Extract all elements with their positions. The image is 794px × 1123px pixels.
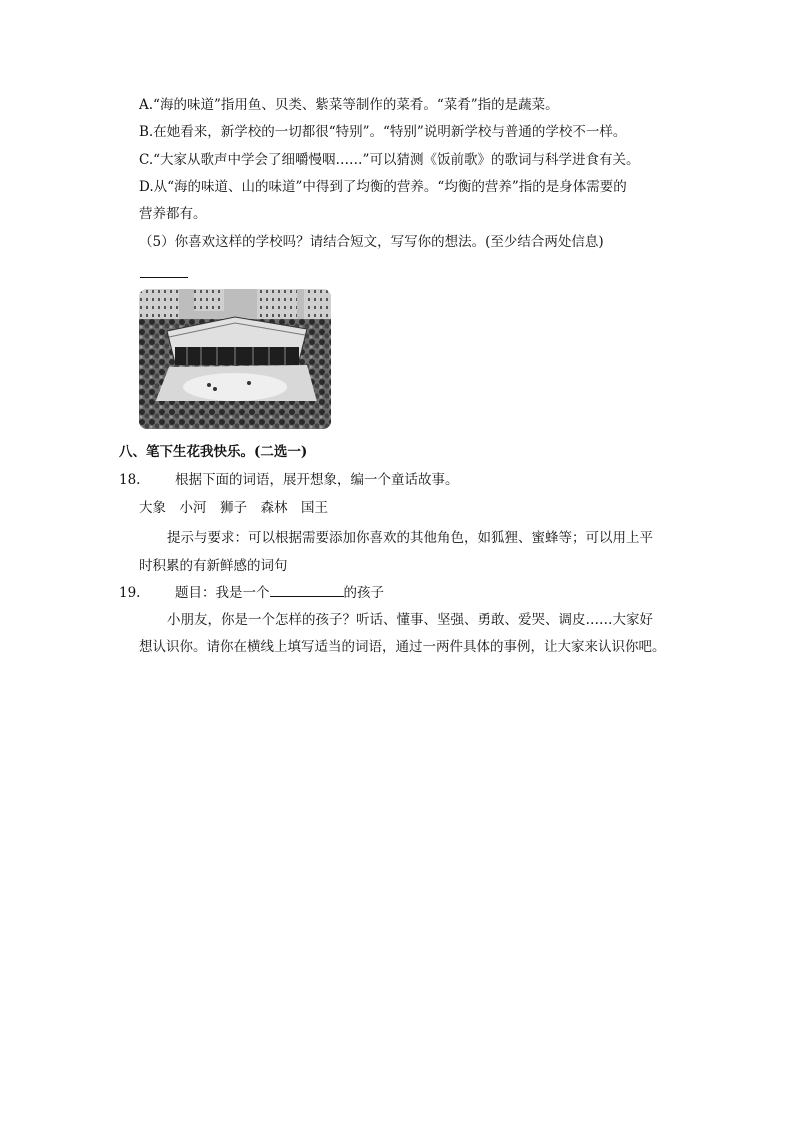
q18-hint-line1: 提示与要求：可以根据需要添加你喜欢的其他角色，如狐狸、蜜蜂等；可以用上平 [167, 530, 653, 546]
answer-line [140, 277, 188, 278]
q19-number: 19. [119, 585, 141, 601]
q19-body-line2: 想认识你。请你在横线上填写适当的词语，通过一两件具体的事例，让大家来认识你吧。 [139, 639, 666, 655]
q18-number: 18. [119, 472, 141, 488]
q18-words: 大象 小河 狮子 森林 国王 [139, 500, 328, 516]
question-5: （5）你喜欢这样的学校吗？请结合短文，写写你的想法。(至少结合两处信息) [139, 234, 604, 250]
fill-in-blank[interactable] [270, 584, 344, 597]
choice-a: A.“海的味道”指用鱼、贝类、紫菜等制作的菜肴。“菜肴”指的是蔬菜。 [139, 97, 559, 113]
q19-title-suffix: 的孩子 [343, 585, 384, 601]
q19-body-line1: 小朋友，你是一个怎样的孩子？听话、懂事、坚强、勇敢、爱哭、调皮……大家好 [167, 612, 653, 628]
q18-hint-line2: 时积累的有新鲜感的词句 [139, 558, 288, 574]
choice-d-line1: D.从“海的味道、山的味道”中得到了均衡的营养。“均衡的营养”指的是身体需要的 [139, 179, 627, 195]
choice-b: B.在她看来，新学校的一切都很“特别”。“特别”说明新学校与普通的学校不一样。 [139, 124, 627, 140]
q19-title-prefix: 题目：我是一个 [175, 585, 270, 601]
choice-d-line2: 营养都有。 [139, 206, 207, 222]
choice-c: C.“大家从歌声中学会了细嚼慢咽……”可以猜测《饭前歌》的歌词与科学进食有关。 [139, 152, 640, 168]
school-building-photo [139, 289, 331, 429]
section-8-title: 八、笔下生花我快乐。(二选一) [119, 444, 308, 460]
q19-title [175, 584, 384, 602]
q18-prompt: 根据下面的词语，展开想象，编一个童话故事。 [175, 472, 459, 488]
